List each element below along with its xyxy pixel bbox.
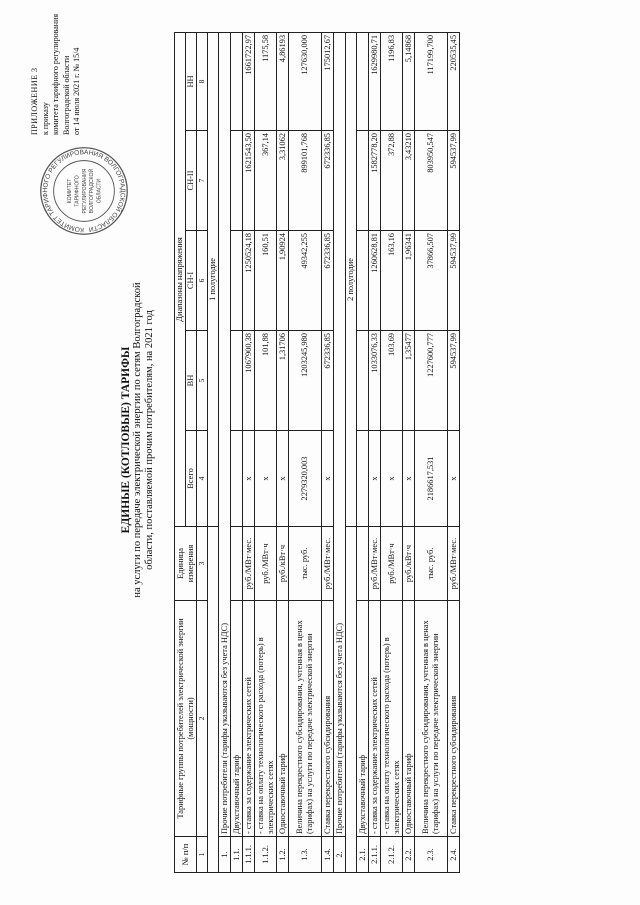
row-unit [231,527,243,601]
value-vn: 1,35477 [403,331,415,431]
value-sn2: 803950,547 [415,131,448,231]
value-nn: 1175,58 [255,32,277,130]
row-number: 1. [219,837,231,873]
seal-inner-line: ВОЛГОГРАДСКОЙ [89,168,96,214]
value-nn: 117199,700 [415,32,448,130]
row-unit: тыс. руб. [415,527,448,601]
row-number: 1.1. [231,837,243,873]
row-number: 2.4. [448,837,460,873]
value-nn: 1629980,71 [369,32,381,130]
value-sn1: 1,96341 [403,231,415,331]
table-row [381,32,403,872]
title-subtitle-line: на услуги по передаче электрической энергии по сетям Волгоградской [132,282,143,598]
value-total [231,431,243,527]
value-nn [231,32,243,130]
table-row [243,32,255,872]
value-sn2: 1621543,50 [243,131,255,231]
header-nn: НН [186,32,197,130]
table-row [289,32,322,872]
row-number: 1.2. [277,837,289,873]
appendix-block [30,0,83,135]
value-total: х [369,431,381,527]
row-label: Ставка перекрестного субсидирования [322,601,334,837]
value-total: х [381,431,403,527]
seal-inner-line: КОМИТЕТ [67,178,74,204]
appendix-line: от 14 июля 2021 г. № 15/4 [72,47,81,135]
value-sn1: 163,16 [381,231,403,331]
value-nn: 127630,000 [289,32,322,130]
row-unit: руб./МВт·мес. [243,527,255,601]
header-vn: ВН [186,331,197,431]
value-sn1 [357,231,369,331]
row-label: Величина перекрестного субсидирования, учтенная в ценах (тарифах) на услуги по передаче электрической энергии [289,601,322,837]
value-nn: 175012,67 [322,32,334,130]
row-number: 2.1.1. [369,837,381,873]
appendix-line: комитета тарифного регулирования [51,13,60,135]
value-sn2: 672336,85 [322,131,334,231]
value-sn2: 3,43210 [403,131,415,231]
header-group: Тарифные группы потребителей электрической энергии (мощности) [175,601,197,837]
value-sn2: 3,31062 [277,131,289,231]
value-vn [357,331,369,431]
value-sn1: 1,90924 [277,231,289,331]
value-vn: 1203245,980 [289,331,322,431]
table-row [369,32,381,872]
appendix-heading: ПРИЛОЖЕНИЕ 3 [30,67,39,135]
row-label: Одноставочный тариф [277,601,289,837]
period-label: 2 полугодие [346,32,357,526]
row-label: Двухставочный тариф [357,601,369,837]
row-unit: руб./МВт·мес. [322,527,334,601]
table-row [231,32,243,872]
row-label: Двухставочный тариф [231,601,243,837]
row-number: 1.3. [289,837,322,873]
table-row [277,32,289,872]
value-sn1: 49342,255 [289,231,322,331]
value-sn2: 367,14 [255,131,277,231]
value-total: х [277,431,289,527]
seal-outer-text: КОМИТЕТ ТАРИФНОГО РЕГУЛИРОВАНИЯ ВОЛГОГРАДСКОЙ ОБЛАСТИ [42,149,126,233]
section-label: Прочие потребители (тарифы указываются без учета НДС) [334,32,346,836]
value-total: 2186617,531 [415,431,448,527]
value-nn: 1661722,97 [243,32,255,130]
appendix-line: Волгоградской области [61,55,71,135]
table-section-row [219,32,231,872]
row-number: 1.1.2. [255,837,277,873]
column-index: 6 [197,231,208,331]
tariff-table [174,32,460,873]
value-vn: 672336,85 [322,331,334,431]
title-main: ЕДИНЫЕ (КОТЛОВЫЕ) ТАРИФЫ [120,346,132,534]
table-section-row [334,32,346,872]
row-number: 1.4. [322,837,334,873]
column-index-row [197,32,208,872]
value-vn: 1227600,777 [415,331,448,431]
period-label: 1 полугодие [208,32,219,526]
value-nn: 220535,45 [448,32,460,130]
header-sn1: СН-I [186,231,197,331]
value-vn [231,331,243,431]
row-label: Величина перекрестного субсидирования, учтенная в ценах (тарифах) на услуги по передаче электрической энергии [415,601,448,837]
value-total: х [448,431,460,527]
appendix-line: к приказу [40,102,50,135]
value-sn2 [357,131,369,231]
value-sn2: 594537,99 [448,131,460,231]
value-sn1: 160,51 [255,231,277,331]
header-num: № п/п [175,837,197,873]
column-index: 8 [197,32,208,130]
column-index: 3 [197,527,208,601]
row-unit: руб./МВт·ч [255,527,277,601]
value-vn: 594537,99 [448,331,460,431]
row-label: Ставка перекрестного субсидирования [448,601,460,837]
value-vn: 1,31706 [277,331,289,431]
column-index: 4 [197,431,208,527]
value-total [357,431,369,527]
column-index: 5 [197,331,208,431]
header-total: Всего [186,431,197,527]
column-index: 2 [197,601,208,837]
value-vn: 1033076,33 [369,331,381,431]
table-row [255,32,277,872]
value-sn2: 899101,768 [289,131,322,231]
value-total: х [255,431,277,527]
row-number: 2.1.2. [381,837,403,873]
row-label: - ставка на оплату технологического расхода (потерь) в электрических сетях [381,601,403,837]
title-subtitle-line: области, поставляемой прочим потребителям, на 2021 год [144,310,155,570]
value-vn: 101,88 [255,331,277,431]
row-unit: руб./МВт·мес. [448,527,460,601]
header-ranges: Диапазоны напряжения [175,32,186,526]
official-seal-stamp [38,145,130,237]
seal-inner-line: РЕГУЛИРОВАНИЯ [81,168,88,214]
period-spacer [208,527,219,873]
value-total: х [403,431,415,527]
row-number: 2.3. [415,837,448,873]
value-total: х [243,431,255,527]
value-total: 2279320,003 [289,431,322,527]
row-number: 2. [334,837,346,873]
period-row [346,32,357,872]
row-unit: руб./МВт·ч [381,527,403,601]
value-sn1 [231,231,243,331]
value-nn [357,32,369,130]
section-label: Прочие потребители (тарифы указываются без учета НДС) [219,32,231,836]
row-label: Одноставочный тариф [403,601,415,837]
value-sn1: 37866,507 [415,231,448,331]
period-row [208,32,219,872]
row-number: 2.2. [403,837,415,873]
table-row [448,32,460,872]
row-label: - ставка за содержание электрических сетей [243,601,255,837]
column-index: 1 [197,837,208,873]
value-total: х [322,431,334,527]
row-number: 2.1. [357,837,369,873]
value-sn1: 672336,85 [322,231,334,331]
value-vn: 1067900,38 [243,331,255,431]
row-label: - ставка за содержание электрических сетей [369,601,381,837]
value-sn2: 1582778,20 [369,131,381,231]
value-sn1: 1250524,18 [243,231,255,331]
table-row [415,32,448,872]
value-sn1: 1260628,81 [369,231,381,331]
row-unit: тыс. руб. [289,527,322,601]
value-nn: 4,86193 [277,32,289,130]
value-sn2 [231,131,243,231]
seal-inner-line: ТАРИФНОГО [74,175,81,207]
period-spacer [346,527,357,873]
seal-inner-line: ОБЛАСТИ [96,178,103,204]
table-row [403,32,415,872]
header-unit: Единица измерения [175,527,197,601]
row-unit: руб./МВт·мес. [369,527,381,601]
row-unit: руб./кВт·ч [277,527,289,601]
document-title [120,220,156,660]
column-index: 7 [197,131,208,231]
value-nn: 5,14868 [403,32,415,130]
value-sn2: 372,88 [381,131,403,231]
row-unit: руб./кВт·ч [403,527,415,601]
table-row [357,32,369,872]
row-number: 1.1.1. [243,837,255,873]
value-sn1: 594537,99 [448,231,460,331]
value-vn: 103,69 [381,331,403,431]
row-label: - ставка на оплату технологического расхода (потерь) в электрических сетях [255,601,277,837]
row-unit [357,527,369,601]
header-sn2: СН-II [186,131,197,231]
table-row [322,32,334,872]
value-nn: 1196,83 [381,32,403,130]
